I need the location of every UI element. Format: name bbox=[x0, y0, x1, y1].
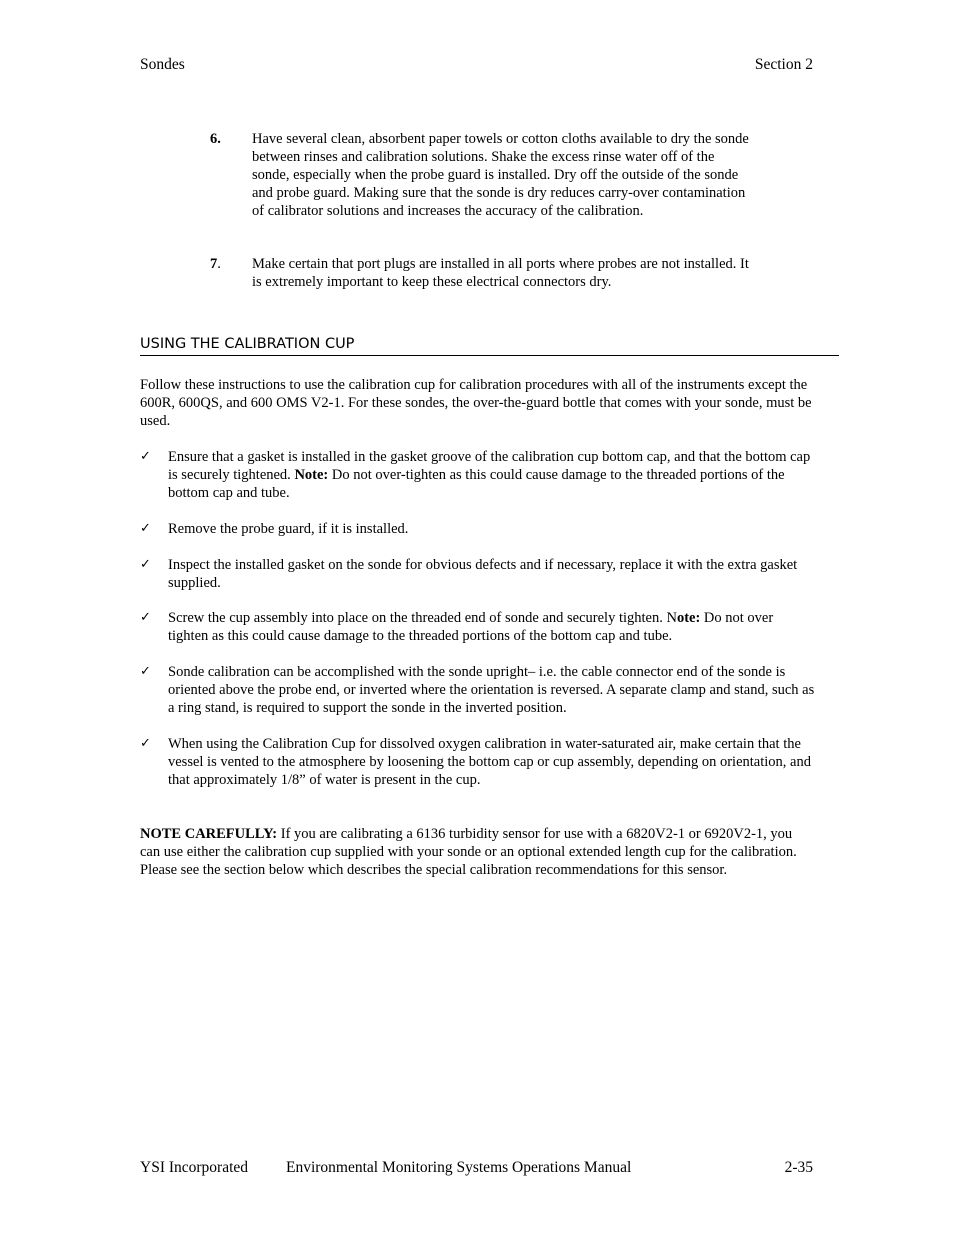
step-text: Make certain that port plugs are installed in all ports where probes are not installed. It is extremely important to keep these electrical connectors dry. bbox=[252, 256, 749, 290]
header-right: Section 2 bbox=[754, 56, 813, 73]
section-heading: USING THE CALIBRATION CUP bbox=[140, 335, 839, 356]
step-7 bbox=[210, 255, 755, 291]
check-item bbox=[140, 448, 815, 502]
checkmark-icon: ✓ bbox=[140, 449, 151, 464]
check-item bbox=[140, 663, 815, 717]
checkmark-icon: ✓ bbox=[140, 664, 151, 679]
step-text: Have several clean, absorbent paper towels or cotton cloths available to dry the sonde between rinses and calibration solutions. Shake the excess rinse water off of the sonde, especially when the probe guard is installed. Dry off the outside of the sonde and probe guard. Making sure that the sonde is dry reduces carry-over contamination of calibrator solutions and increases the accuracy of the calibration. bbox=[252, 131, 749, 219]
check-item-text: Inspect the installed gasket on the sonde for obvious defects and if necessary, replace it with the extra gasket supplied. bbox=[168, 557, 798, 591]
step-6 bbox=[210, 130, 755, 220]
step-number: 6. bbox=[210, 131, 221, 147]
check-item bbox=[140, 735, 815, 789]
step-number: 7. bbox=[210, 256, 221, 272]
check-item-text: Screw the cup assembly into place on the threaded end of sonde and securely tighten. Note: Do not over tighten as this could cause damage to the threaded portions of the bottom cap and tube. bbox=[168, 610, 774, 644]
check-item bbox=[140, 556, 815, 592]
footer-company: YSI Incorporated bbox=[140, 1159, 249, 1176]
check-item-text: Sonde calibration can be accomplished with the sonde upright– i.e. the cable connector end of the sonde is oriented above the probe end, or inverted where the orientation is reversed. A separate clamp and stand, such as a ring stand, is required to support the sonde in the inverted position. bbox=[168, 664, 815, 716]
intro-paragraph: Follow these instructions to use the calibration cup for calibration procedures with all of the instruments except the 600R, 600QS, and 600 OMS V2-1. For these sondes, the over-the-guard bottle that comes with your sonde, must be used. bbox=[140, 377, 812, 429]
check-item bbox=[140, 520, 815, 538]
checkmark-icon: ✓ bbox=[140, 557, 151, 572]
check-item bbox=[140, 609, 815, 645]
note-carefully-paragraph: NOTE CAREFULLY: If you are calibrating a 6136 turbidity sensor for use with a 6820V2-1 or 6920V2-1, you can use either the calibration cup supplied with your sonde or an optional extended length cup for the calibration. Please see the section below which describes the special calibration recommendations for this sensor. bbox=[140, 826, 797, 878]
checkmark-icon: ✓ bbox=[140, 521, 151, 536]
check-item-text: When using the Calibration Cup for dissolved oxygen calibration in water-saturated air, make certain that the vessel is vented to the atmosphere by loosening the bottom cap or cup assembly, depending on orientation, and that approximately 1/8” of water is present in the cup. bbox=[168, 736, 811, 788]
checkmark-icon: ✓ bbox=[140, 736, 151, 751]
page-number: 2-35 bbox=[784, 1159, 813, 1176]
header-left: Sondes bbox=[140, 56, 185, 73]
checkmark-icon: ✓ bbox=[140, 610, 151, 625]
check-item-text: Ensure that a gasket is installed in the gasket groove of the calibration cup bottom cap, and that the bottom cap is securely tightened. Note: Do not over-tighten as this could cause damage to the threaded portions of the bottom cap and tube. bbox=[168, 449, 811, 501]
footer-title: Environmental Monitoring Systems Operations Manual bbox=[286, 1159, 632, 1176]
check-item-text: Remove the probe guard, if it is installed. bbox=[168, 521, 409, 537]
